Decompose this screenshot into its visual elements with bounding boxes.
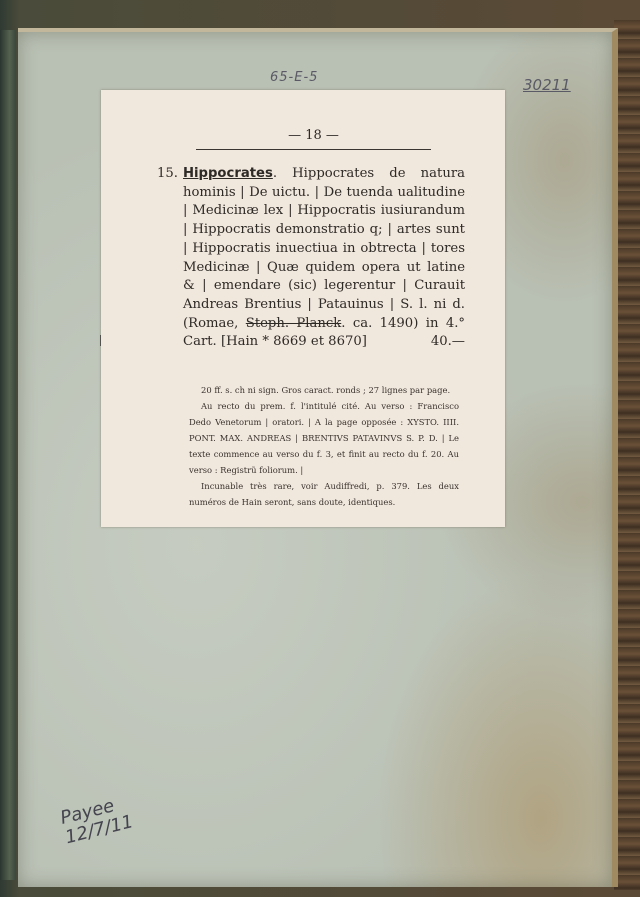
pencil-number: 30211 (523, 76, 571, 94)
endpaper-page (18, 28, 618, 887)
catalogue-clipping (101, 90, 505, 527)
note-paragraph: Au recto du prem. f. l'intitulé cité. Au verso : Francisco Dedo Venetorum | oratori. | A la page opposée : XYSTO. IIII. PONT. MAX. ANDREAS | BRENTIVS PATAVINVS S. P. D. | Le texte commence au verso du f. 3, et finit au recto du f. 20. Au verso : Registrũ foliorum. | (189, 401, 459, 475)
entry-heading: Hippocrates (183, 166, 273, 181)
note-paragraph: 20 ff. s. ch ni sign. Gros caract. ronds ; 27 lignes par page. (201, 385, 451, 395)
entry-struck-text: Steph. Planck (245, 315, 342, 331)
note-paragraph: Incunable très rare, voir Audiffredi, p. 379. Les deux numéros de Hain seront, sans doute, identiques. (189, 481, 459, 507)
entry-price: 40.— (430, 334, 465, 350)
left-spine (0, 30, 16, 880)
clipping-page-number: — 18 — (196, 128, 431, 150)
catalogue-entry (157, 165, 465, 352)
entry-number: 15. (157, 166, 178, 181)
pencil-signature: Payee 12/7/11 (58, 795, 136, 849)
entry-notes (189, 382, 459, 510)
entry-text-2: . ca. 1490) in 4.° Cart. [Hain * 8669 et 8670] (183, 315, 465, 350)
entry-text-1: . Hippocrates de natura hominis | De uictu. | De tuenda ualitudine | Medicinæ lex | Hippocratis iusiurandum | Hippocratis demonstratio q; | artes sunt | Hippocratis inuectiua in obtrecta | tores Medicinæ | Quæ quidem opera ut latine & | emendare (sic) legerentur | Curauit Andreas Brentius | Patauinus | S. l. ni d. (Romae, (183, 166, 465, 331)
pencil-shelfmark: 65-E-5 (270, 70, 319, 85)
